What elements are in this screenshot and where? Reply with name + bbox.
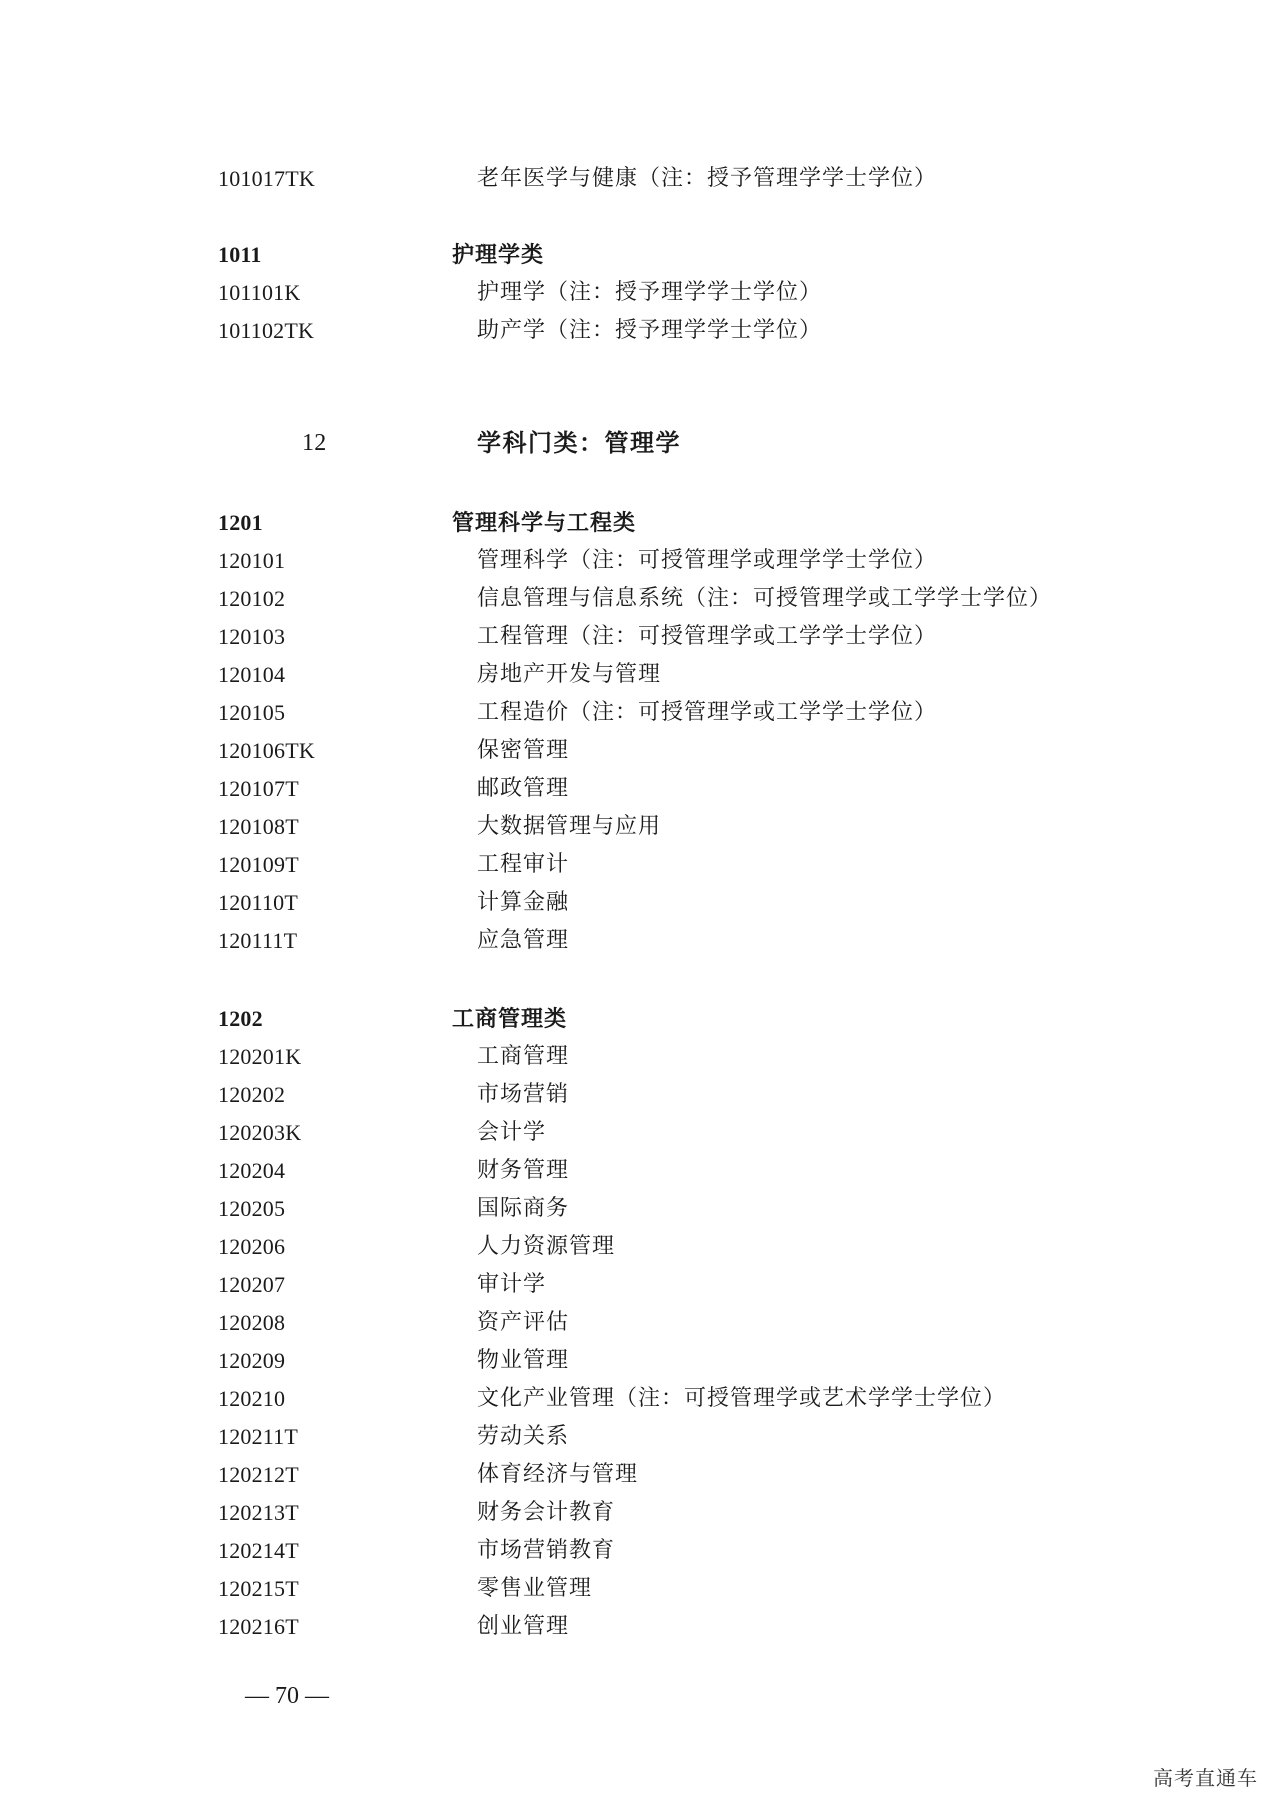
class-heading-row [0, 1000, 1280, 1038]
major-name: 国际商务 [477, 1196, 570, 1221]
major-code: 101101K [218, 280, 301, 305]
major-name: 护理学（注：授予理学学士学位） [477, 280, 823, 305]
watermark: 高考直通车 [1153, 1766, 1258, 1790]
major-row [0, 694, 1280, 732]
major-name: 保密管理 [477, 738, 570, 763]
major-code: 120213T [218, 1500, 299, 1525]
major-name: 人力资源管理 [477, 1234, 616, 1259]
major-name: 工商管理 [477, 1044, 570, 1069]
major-code: 120211T [218, 1424, 299, 1449]
major-row [0, 1532, 1280, 1570]
major-name: 财务会计教育 [477, 1500, 616, 1525]
major-name: 市场营销 [477, 1082, 570, 1107]
major-name: 工程管理（注：可授管理学或工学学士学位） [477, 624, 938, 649]
major-name: 管理科学（注：可授管理学或理学学士学位） [477, 548, 938, 573]
major-name: 助产学（注：授予理学学士学位） [477, 318, 823, 343]
major-code: 101102TK [218, 318, 315, 343]
major-row [0, 1190, 1280, 1228]
major-row [0, 1342, 1280, 1380]
major-code: 120215T [218, 1576, 299, 1601]
major-code: 120206 [218, 1234, 286, 1259]
major-row [0, 1418, 1280, 1456]
major-code: 120110T [218, 890, 299, 915]
major-name: 工程审计 [477, 852, 570, 877]
major-row [0, 1494, 1280, 1532]
major-code: 120101 [218, 548, 286, 573]
major-code: 101017TK [218, 166, 315, 191]
major-name: 计算金融 [477, 890, 570, 915]
class-name: 护理学类 [452, 242, 545, 268]
major-name: 工程造价（注：可授管理学或工学学士学位） [477, 700, 938, 725]
major-code: 120103 [218, 624, 286, 649]
major-row [0, 922, 1280, 960]
major-row [0, 618, 1280, 656]
major-row [0, 1570, 1280, 1608]
major-code: 120105 [218, 700, 286, 725]
class-heading-row [0, 236, 1280, 274]
major-row [0, 1608, 1280, 1646]
major-name: 房地产开发与管理 [477, 662, 662, 687]
major-name: 零售业管理 [477, 1576, 593, 1601]
major-code: 120107T [218, 776, 299, 801]
major-row [0, 1380, 1280, 1418]
major-name: 体育经济与管理 [477, 1462, 639, 1487]
major-row [0, 1304, 1280, 1342]
major-code: 120207 [218, 1272, 286, 1297]
major-code: 120216T [218, 1614, 299, 1639]
major-row [0, 1456, 1280, 1494]
major-code: 120111T [218, 928, 298, 953]
major-code: 120210 [218, 1386, 286, 1411]
major-row [0, 770, 1280, 808]
major-name: 大数据管理与应用 [477, 814, 662, 839]
page-number: — 70 — [245, 1683, 329, 1709]
major-code: 120214T [218, 1538, 299, 1563]
discipline-heading-row [0, 424, 1280, 462]
major-name: 信息管理与信息系统（注：可授管理学或工学学士学位） [477, 586, 1053, 611]
major-row [0, 732, 1280, 770]
major-code: 120212T [218, 1462, 299, 1487]
major-row [0, 160, 1280, 198]
major-name: 财务管理 [477, 1158, 570, 1183]
major-row [0, 846, 1280, 884]
class-code: 1202 [218, 1006, 263, 1031]
major-row [0, 1266, 1280, 1304]
discipline-name: 学科门类：管理学 [477, 428, 681, 457]
major-name: 应急管理 [477, 928, 570, 953]
discipline-code: 12 [302, 430, 327, 456]
major-code: 120102 [218, 586, 286, 611]
major-row [0, 656, 1280, 694]
major-row [0, 1114, 1280, 1152]
major-name: 文化产业管理（注：可授管理学或艺术学学士学位） [477, 1386, 1007, 1411]
major-name: 物业管理 [477, 1348, 570, 1373]
major-row [0, 542, 1280, 580]
major-row [0, 1228, 1280, 1266]
major-code: 120208 [218, 1310, 286, 1335]
major-code: 120203K [218, 1120, 302, 1145]
major-row [0, 1076, 1280, 1114]
class-name: 管理科学与工程类 [452, 510, 637, 536]
major-row [0, 884, 1280, 922]
major-code: 120108T [218, 814, 299, 839]
major-name: 市场营销教育 [477, 1538, 616, 1563]
major-code: 120104 [218, 662, 286, 687]
major-row [0, 808, 1280, 846]
major-code: 120109T [218, 852, 299, 877]
major-name: 老年医学与健康（注：授予管理学学士学位） [477, 166, 938, 191]
major-row [0, 274, 1280, 312]
major-name: 劳动关系 [477, 1424, 570, 1449]
major-code: 120201K [218, 1044, 302, 1069]
major-name: 会计学 [477, 1120, 547, 1145]
major-name: 创业管理 [477, 1614, 570, 1639]
class-code: 1201 [218, 510, 263, 535]
major-code: 120204 [218, 1158, 286, 1183]
major-row [0, 312, 1280, 350]
major-name: 审计学 [477, 1272, 547, 1297]
class-code: 1011 [218, 242, 262, 267]
major-code: 120209 [218, 1348, 286, 1373]
major-code: 120202 [218, 1082, 286, 1107]
major-code: 120205 [218, 1196, 286, 1221]
major-row [0, 1152, 1280, 1190]
major-code: 120106TK [218, 738, 315, 763]
major-row [0, 1038, 1280, 1076]
major-name: 邮政管理 [477, 776, 570, 801]
major-row [0, 580, 1280, 618]
class-name: 工商管理类 [452, 1006, 568, 1032]
major-name: 资产评估 [477, 1310, 570, 1335]
class-heading-row [0, 504, 1280, 542]
